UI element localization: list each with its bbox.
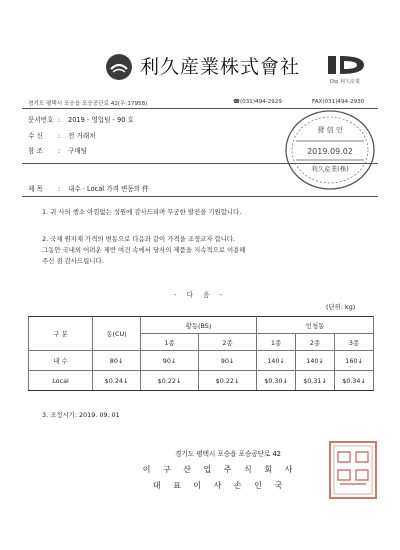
table-header-row [29, 317, 374, 334]
cell-cu: 80↓ [93, 351, 141, 371]
company-name: 利久産業株式會社 [140, 56, 301, 78]
paragraph-2 [42, 234, 245, 267]
stamp-date: 2019.09.02 [307, 147, 353, 156]
cell-bs-1: 90↓ [141, 351, 199, 371]
cell-bs-2: 90↓ [199, 351, 257, 371]
paragraph-2-line-3: 주신 점 감사드립니다. [42, 257, 104, 265]
stamp-top-text: 發 信 인 [317, 126, 343, 134]
paragraph-2-line-2: 그동안 국내외 어려운 제반 여건 속에서 당사의 제품을 지속적으로 이용해 [42, 246, 246, 254]
cell-pb-3: 160↓ [335, 351, 374, 371]
doc-number-row [28, 114, 134, 124]
subject-label: 제 목 [28, 185, 43, 193]
cell-pb-2: 140↓ [296, 351, 335, 371]
doc-number-value: 2019 - 영업팀 - 90 호 [68, 116, 134, 124]
footer-ceo: 대 표 이 사 손 인 국 [152, 481, 288, 490]
subject-value: 내수 · Local 가격 변동의 件 [68, 185, 149, 193]
recipient-label: 수 신 [28, 132, 43, 140]
header-pb-grade-1: 1종 [257, 334, 296, 351]
footer-company: 이 구 산 업 주 식 회 사 [142, 465, 298, 474]
brand-logo-icon [324, 52, 370, 78]
header-pb-grade-2: 2종 [296, 334, 335, 351]
brand-subtitle: Dip 利久産業 [330, 79, 361, 85]
sender-stamp [282, 108, 378, 192]
colon: : [58, 147, 61, 155]
table-row [29, 351, 374, 371]
cell-pb-1: $0.30↓ [257, 371, 296, 391]
meta-divider [22, 163, 378, 164]
price-table [28, 316, 374, 391]
footer-address: 경기도 평택시 포승읍 포승공단로 42 [175, 450, 281, 458]
header-pb-grade-3: 3종 [335, 334, 374, 351]
header-address: 경기도 평택시 포승읍 포승공단로 42(우:17958) [28, 101, 148, 107]
paragraph-1: 1. 귀 사의 행소 아낌없는 성원에 감사드리며 무궁한 발전을 기원합니다. [42, 208, 242, 216]
cell-pb-2: $0.31↓ [296, 371, 335, 391]
cell-pb-3: $0.34↓ [335, 371, 374, 391]
table-row [29, 371, 374, 391]
adjustment-date: 3. 조정시기: 2019. 09. 01 [42, 411, 120, 419]
cell-cu: $0.24↓ [93, 371, 141, 391]
cell-bs-2: $0.22↓ [199, 371, 257, 391]
cc-value: 구매팀 [68, 147, 88, 155]
row-label: 내 수 [29, 351, 93, 371]
cc-row [28, 145, 87, 155]
colon: : [58, 132, 61, 140]
cc-label: 참 조 [28, 147, 43, 155]
header-phone: ☎(031)494-2929 [233, 99, 282, 105]
header-brass-grade-1: 1종 [141, 334, 199, 351]
colon: : [58, 185, 61, 193]
header-copper: 동(CU) [93, 317, 141, 351]
header-fax: FAX(031)494-2930 [312, 99, 365, 105]
cell-bs-1: $0.22↓ [141, 371, 199, 391]
header-category: 구 분 [29, 317, 93, 351]
stamp-company: 利久産業(株) [311, 165, 349, 173]
subject-row [28, 183, 149, 193]
cell-pb-1: 140↓ [257, 351, 296, 371]
recipient-row [28, 130, 96, 140]
header-brass: 황동(BS) [141, 317, 257, 334]
row-label: Local [29, 371, 93, 391]
header-brass-grade-2: 2종 [199, 334, 257, 351]
table-unit: (단위: kg) [326, 303, 356, 311]
company-logo-icon [106, 54, 132, 80]
table-title: - 다 음 - [174, 291, 226, 299]
doc-number-label: 문서번호 [28, 116, 54, 124]
recipient-value: 전 거래처 [68, 132, 96, 140]
header-phosphor-bronze: 인청동 [257, 317, 374, 334]
paragraph-2-line-1: 2. 국제 원자재 가격의 변동으로 다음과 같이 가격을 조정코자 합니다. [42, 235, 236, 243]
company-seal [328, 440, 378, 500]
colon: : [58, 116, 61, 124]
subject-divider [22, 196, 378, 197]
